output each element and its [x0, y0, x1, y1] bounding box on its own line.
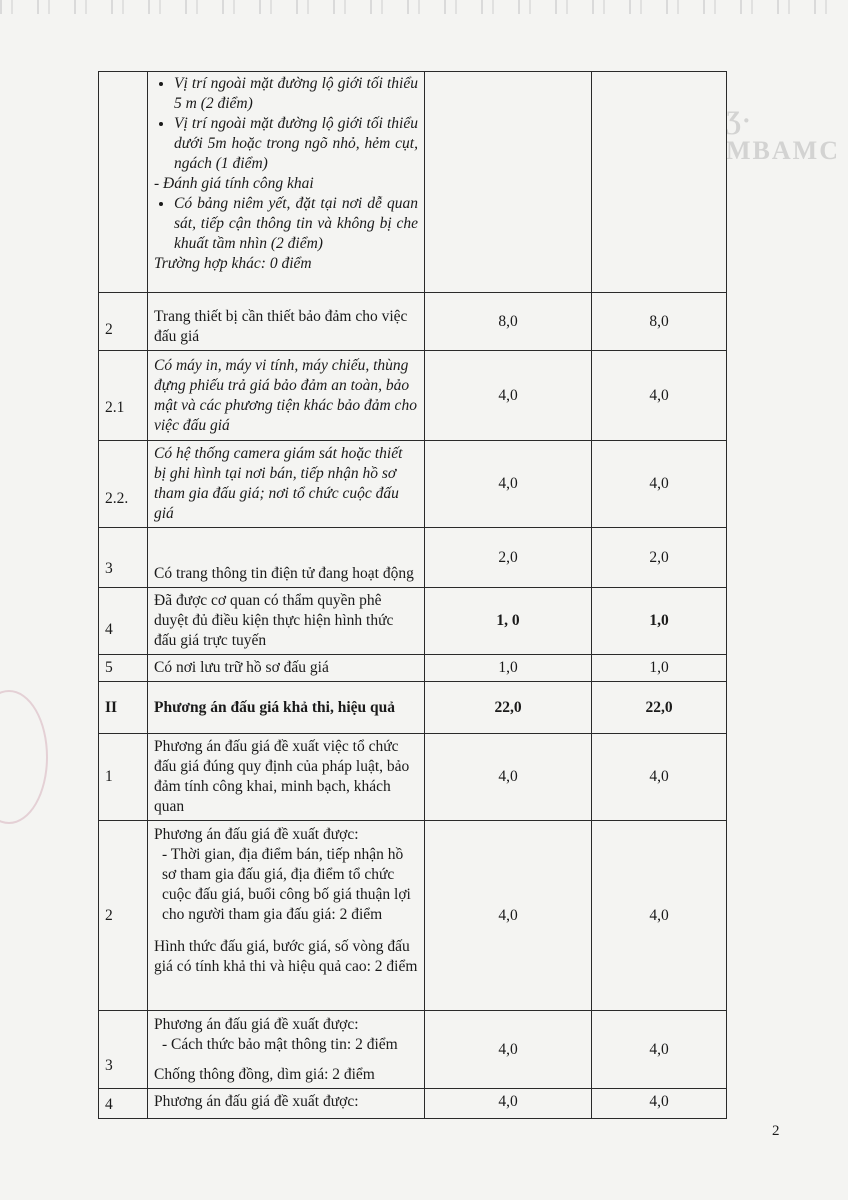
table-row — [99, 821, 727, 1011]
criteria-item: - Cách thức bảo mật thông tin: 2 điểm — [162, 1036, 398, 1053]
criteria-heading: Phương án đấu giá đề xuất được: — [154, 826, 359, 843]
max-score-cell — [425, 72, 592, 293]
awarded-score-cell — [592, 72, 727, 293]
awarded-score-cell: 1,0 — [592, 655, 727, 682]
list-item: • Vị trí ngoài mặt đường lộ giới tối thiểu dưới 5m hoặc trong ngõ nhỏ, hẻm cụt, ngách (1 điểm) — [174, 114, 418, 174]
awarded-score-cell: 4,0 — [592, 1089, 727, 1119]
criteria-item: Chống thông đồng, dìm giá: 2 điểm — [154, 1066, 375, 1083]
max-score-cell: 1, 0 — [425, 588, 592, 655]
awarded-score-cell: 8,0 — [592, 293, 727, 351]
max-score-cell: 4,0 — [425, 1011, 592, 1089]
stt-cell: 2 — [99, 293, 148, 351]
table-row — [99, 655, 727, 682]
criteria-heading: - Đánh giá tính công khai — [154, 175, 314, 192]
max-score-cell: 4,0 — [425, 1089, 592, 1119]
max-score-cell: 4,0 — [425, 441, 592, 528]
stt-cell: 3 — [99, 528, 148, 588]
awarded-score-cell: 22,0 — [592, 682, 727, 734]
evaluation-table — [98, 71, 727, 1119]
max-score-cell: 8,0 — [425, 293, 592, 351]
content-cell: Có hệ thống camera giám sát hoặc thiết bị ghi hình tại nơi bán, tiếp nhận hồ sơ tham gia đấu giá; nơi tổ chức cuộc đấu giá — [148, 441, 425, 528]
table-row — [99, 351, 727, 441]
awarded-score-cell: 4,0 — [592, 441, 727, 528]
content-cell: Có trang thông tin điện tử đang hoạt động — [148, 528, 425, 588]
table-row — [99, 293, 727, 351]
stt-cell: 3 — [99, 1011, 148, 1089]
table-row — [99, 734, 727, 821]
table-row — [99, 441, 727, 528]
criteria-list — [154, 74, 418, 174]
max-score-cell: 4,0 — [425, 351, 592, 441]
content-cell: Trang thiết bị cần thiết bảo đảm cho việc đấu giá — [148, 293, 425, 351]
stt-cell: 5 — [99, 655, 148, 682]
content-cell — [148, 821, 425, 1011]
stamp-edge — [0, 690, 48, 824]
table-row — [99, 72, 727, 293]
stt-cell: 1 — [99, 734, 148, 821]
table-row — [99, 682, 727, 734]
awarded-score-cell: 4,0 — [592, 734, 727, 821]
table-row — [99, 1011, 727, 1089]
content-cell: Đã được cơ quan có thẩm quyền phê duyệt đủ điều kiện thực hiện hình thức đấu giá trực tuyến — [148, 588, 425, 655]
criteria-item: Hình thức đấu giá, bước giá, số vòng đấu giá có tính khả thi và hiệu quả cao: 2 điểm — [154, 938, 418, 975]
content-cell: Phương án đấu giá đề xuất được: — [148, 1089, 425, 1119]
page-number: 2 — [772, 1123, 780, 1139]
content-cell: Có máy in, máy vi tính, máy chiếu, thùng đựng phiếu trả giá bảo đảm an toàn, bảo mật và các phương tiện khác bảo đảm cho việc đấu giá — [148, 351, 425, 441]
awarded-score-cell: 2,0 — [592, 528, 727, 588]
stt-cell: II — [99, 682, 148, 734]
max-score-cell: 4,0 — [425, 821, 592, 1011]
stt-cell: 2 — [99, 821, 148, 1011]
criteria-note: Trường hợp khác: 0 điểm — [154, 255, 312, 272]
list-item: • Vị trí ngoài mặt đường lộ giới tối thiểu 5 m (2 điểm) — [174, 74, 418, 114]
table-row — [99, 1089, 727, 1119]
max-score-cell: 2,0 — [425, 528, 592, 588]
awarded-score-cell: 1,0 — [592, 588, 727, 655]
stt-cell: 2.1 — [99, 351, 148, 441]
content-cell: Có nơi lưu trữ hồ sơ đấu giá — [148, 655, 425, 682]
awarded-score-cell: 4,0 — [592, 1011, 727, 1089]
criteria-item: - Thời gian, địa điểm bán, tiếp nhận hồ sơ tham gia đấu giá, địa điểm tổ chức cuộc đấu giá, buổi công bố giá thuận lợi cho người tham gia đấu giá: 2 điểm — [162, 846, 411, 923]
stt-cell — [99, 72, 148, 293]
awarded-score-cell: 4,0 — [592, 821, 727, 1011]
stt-cell: 4 — [99, 588, 148, 655]
max-score-cell: 4,0 — [425, 734, 592, 821]
scan-edge — [0, 0, 848, 14]
content-cell — [148, 72, 425, 293]
stt-cell: 2.2. — [99, 441, 148, 528]
max-score-cell: 22,0 — [425, 682, 592, 734]
content-cell — [148, 1011, 425, 1089]
table-row — [99, 528, 727, 588]
content-cell: Phương án đấu giá đề xuất việc tổ chức đấu giá đúng quy định của pháp luật, bảo đảm tính công khai, minh bạch, khách quan — [148, 734, 425, 821]
criteria-list — [154, 194, 418, 254]
awarded-score-cell: 4,0 — [592, 351, 727, 441]
list-item: • Có bảng niêm yết, đặt tại nơi dễ quan sát, tiếp cận thông tin và không bị che khuất tầm nhìn (2 điểm) — [174, 194, 418, 254]
criteria-heading: Phương án đấu giá đề xuất được: — [154, 1016, 359, 1033]
table-row — [99, 588, 727, 655]
stt-cell: 4 — [99, 1089, 148, 1119]
content-cell: Phương án đấu giá khả thi, hiệu quả — [148, 682, 425, 734]
bleed-through-logo: Ʒ∙ MBAMC — [726, 106, 840, 165]
max-score-cell: 1,0 — [425, 655, 592, 682]
